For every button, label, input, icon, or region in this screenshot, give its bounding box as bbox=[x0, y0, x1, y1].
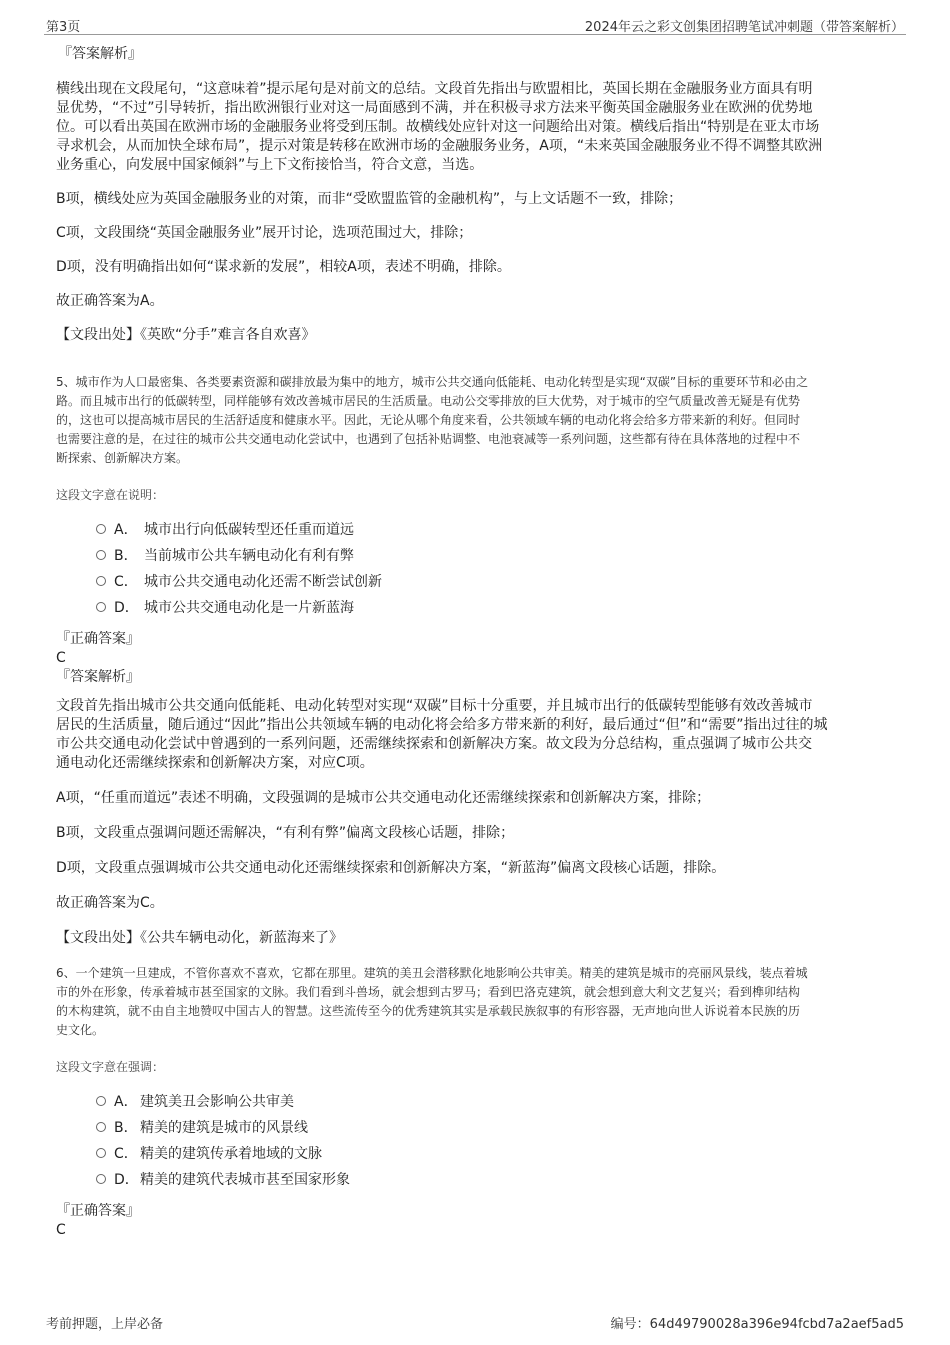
main-content bbox=[56, 44, 894, 1239]
option-a[interactable]: A． 建筑美丑会影响公共审美 bbox=[56, 1091, 894, 1117]
radio-button[interactable] bbox=[96, 550, 106, 560]
radio-button[interactable] bbox=[96, 524, 106, 534]
radio-button[interactable] bbox=[96, 1148, 106, 1158]
radio-button[interactable] bbox=[96, 1122, 106, 1132]
option-a-analysis: A项，“任重而道远”表述不明确，文段强调的是城市公共交通电动化还需继续探索和创新解决方案，排除； bbox=[56, 790, 711, 806]
source-citation: 【文段出处】《公共车辆电动化，新蓝海来了》 bbox=[56, 930, 343, 946]
question-text: 5、城市作为人口最密集、各类要素资源和碳排放最为集中的地方，城市公共交通向低能耗、电动化转型是实现“双碳”目标的重要环节和必由之 路。而且城市出行的低碳转型，同样能够有效改善城市居民的生活质量。电动公交零排放的巨大优势，对于城市的空气质量改善无疑是有优势 的，这也可以提高城市居民的生活舒适度和健康水平。因此，无论从哪个角度来看，公共领域车辆的电动化将会给多方带来新的利好。但同时 也需要注意的是，在过往的城市公共交通电动化尝试中，也遇到了包括补贴调整、电池衰减等一系列问题，这些都有待在具体落地的过程中不 断探索、创新解决方案。 bbox=[56, 375, 809, 465]
analysis-heading: 『答案解析』 bbox=[56, 669, 140, 685]
document-code: 编号：64d49790028a396e94fcbd7a2aef5ad5 bbox=[610, 1317, 904, 1332]
option-c-analysis: C项，文段围绕“英国金融服务业”展开讨论，选项范围过大，排除； bbox=[56, 225, 473, 241]
option-b[interactable]: B． 当前城市公共车辆电动化有利有弊 bbox=[56, 545, 894, 571]
correct-answer-heading: 『正确答案』 bbox=[56, 631, 140, 647]
question-text: 6、一个建筑一旦建成，不管你喜欢不喜欢，它都在那里。建筑的美丑会潜移默化地影响公共审美。精美的建筑是城市的亮丽风景线，装点着城 市的外在形象，传承着城市甚至国家的文脉。我们看到斗兽场，就会想到古罗马；看到巴洛克建筑，就会想到意大利文艺复兴；看到榫卯结构 的木构建筑，就不由自主地赞叹中国古人的智慧。这些流传至今的优秀建筑其实是承载民族叙事的有形容器，无声地向世人诉说着本民族的历 史文化。 bbox=[56, 966, 808, 1037]
analysis-paragraph: 横线出现在文段尾句，“这意味着”提示尾句是对前文的总结。文段首先指出与欧盟相比，英国长期在金融服务业方面具有明 显优势，“不过”引导转折，指出欧洲银行业对这一局面感到不满，并在积极寻求方法来平衡英国金融服务业在欧洲的优势地 位。可以看出英国在欧洲市场的金融服务业将受到压制。故横线处应针对这一问题给出对策。横线后指出“特别是在亚太市场 寻求机会，从而加快全球布局”，提示对策是转移在欧洲市场的金融服务业务，A项，“未来英国金融服务业不得不调整其欧洲 业务重心，向发展中国家倾斜”与上下文衔接恰当，符合文意，当选。 bbox=[56, 81, 823, 173]
conclusion: 故正确答案为C。 bbox=[56, 895, 164, 911]
option-c[interactable]: C． 城市公共交通电动化还需不断尝试创新 bbox=[56, 571, 894, 597]
radio-button[interactable] bbox=[96, 1174, 106, 1184]
source-citation: 【文段出处】《英欧“分手”难言各自欢喜》 bbox=[56, 327, 316, 343]
question-6 bbox=[56, 964, 894, 1239]
option-a[interactable]: A． 城市出行向低碳转型还任重而道远 bbox=[56, 519, 894, 545]
analysis-heading: 『答案解析』 bbox=[58, 46, 142, 62]
option-list bbox=[56, 1091, 894, 1195]
option-b[interactable]: B． 精美的建筑是城市的风景线 bbox=[56, 1117, 894, 1143]
radio-button[interactable] bbox=[96, 576, 106, 586]
analysis-paragraph: 文段首先指出城市公共交通向低能耗、电动化转型对实现“双碳”目标十分重要，并且城市出行的低碳转型能够有效改善城市 居民的生活质量，随后通过“因此”指出公共领域车辆的电动化将会给多方带来新的利好，最后通过“但”和“需要”指出过往的城 市公共交通电动化尝试中曾遇到的一系列问题，还需继续探索和创新解决方案。故文段为分总结构，重点强调了城市公共交 通电动化还需继续探索和创新解决方案，对应C项。 bbox=[56, 698, 828, 771]
radio-button[interactable] bbox=[96, 602, 106, 612]
correct-answer: C bbox=[56, 650, 66, 666]
correct-answer: C bbox=[56, 1222, 66, 1238]
question-5 bbox=[56, 373, 894, 948]
radio-button[interactable] bbox=[96, 1096, 106, 1106]
correct-answer-heading: 『正确答案』 bbox=[56, 1203, 140, 1219]
option-b-analysis: B项，横线处应为英国金融服务业的对策，而非“受欧盟监管的金融机构”，与上文话题不一致，排除； bbox=[56, 191, 683, 207]
footer-slogan: 考前押题，上岸必备 bbox=[46, 1317, 164, 1332]
option-d[interactable]: D． 精美的建筑代表城市甚至国家形象 bbox=[56, 1169, 894, 1195]
page-header bbox=[44, 14, 906, 35]
option-b-analysis: B项，文段重点强调问题还需解决，“有利有弊”偏离文段核心话题，排除； bbox=[56, 825, 515, 841]
question-prompt: 这段文字意在强调： bbox=[56, 1060, 165, 1074]
page-footer bbox=[44, 1311, 906, 1331]
option-d[interactable]: D． 城市公共交通电动化是一片新蓝海 bbox=[56, 597, 894, 623]
conclusion: 故正确答案为A。 bbox=[56, 293, 164, 309]
question-prompt: 这段文字意在说明： bbox=[56, 488, 165, 502]
option-d-analysis: D项，没有明确指出如何“谋求新的发展”，相较A项，表述不明确，排除。 bbox=[56, 259, 511, 275]
page-number: 第3页 bbox=[46, 20, 81, 35]
document-title: 2024年云之彩文创集团招聘笔试冲刺题（带答案解析） bbox=[584, 20, 904, 35]
option-c[interactable]: C． 精美的建筑传承着地域的文脉 bbox=[56, 1143, 894, 1169]
option-list bbox=[56, 519, 894, 623]
option-d-analysis: D项，文段重点强调城市公共交通电动化还需继续探索和创新解决方案，“新蓝海”偏离文段核心话题，排除。 bbox=[56, 860, 726, 876]
